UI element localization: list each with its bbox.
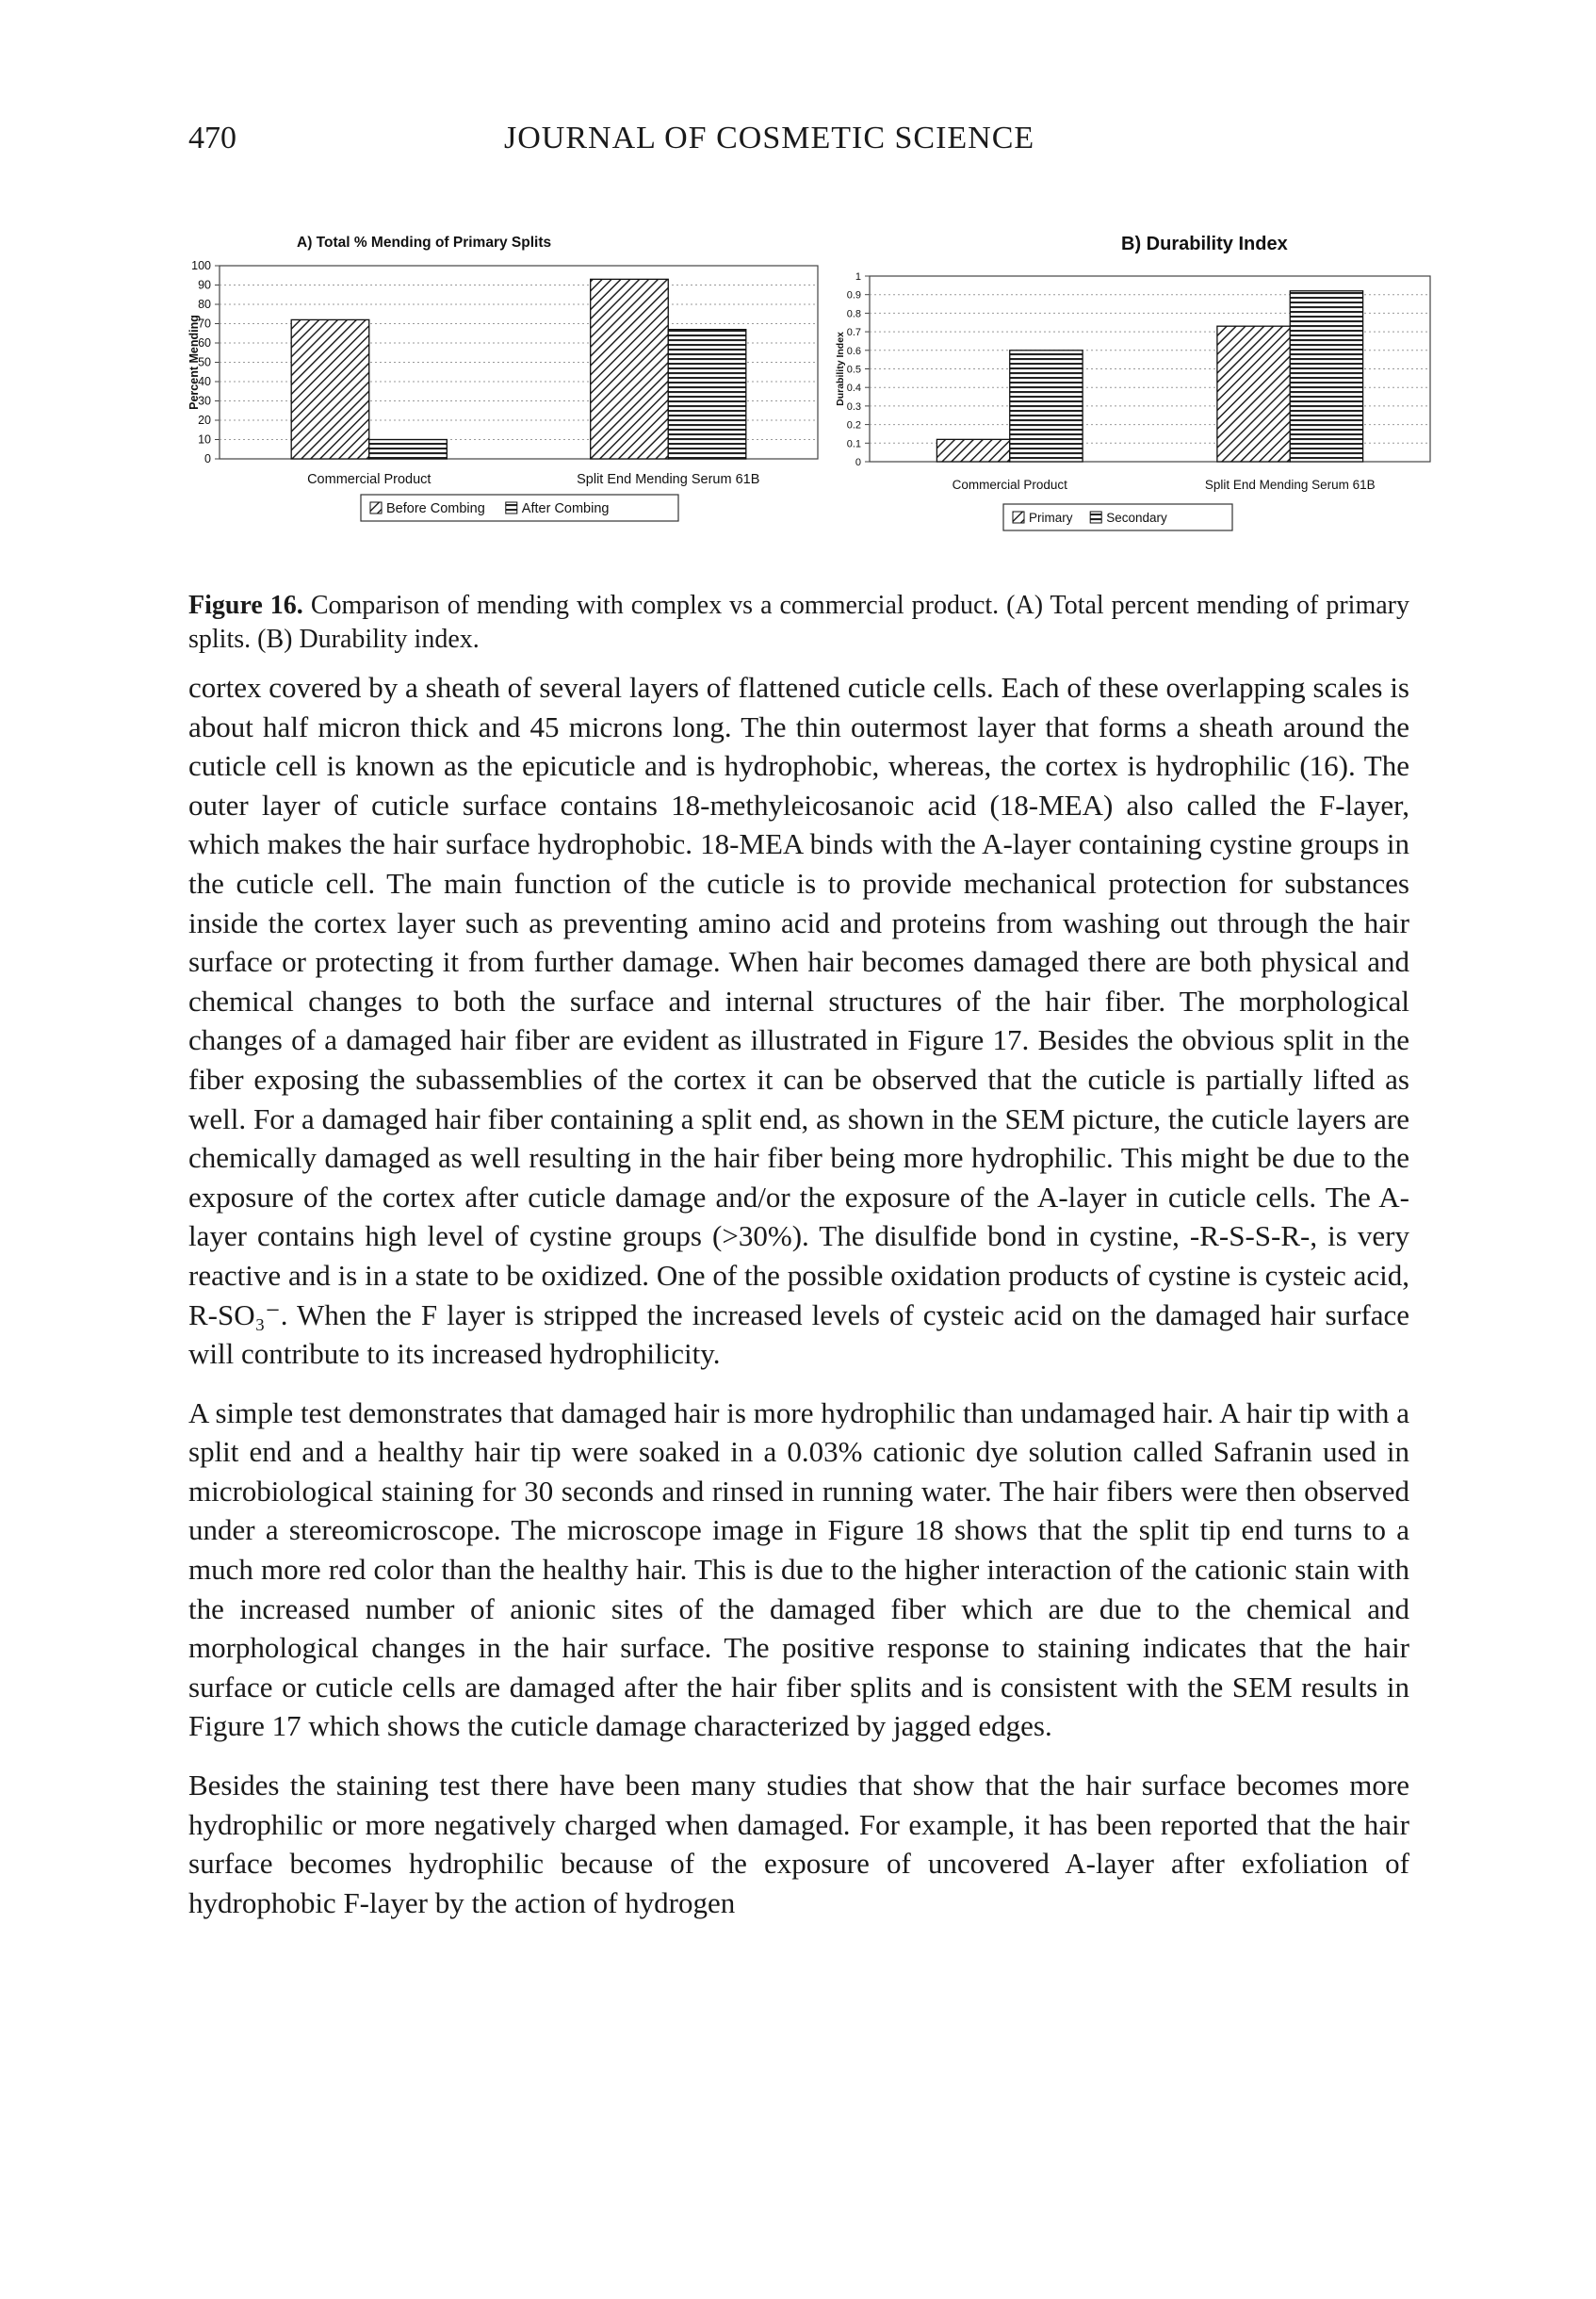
y-tick-label: 0.2 bbox=[846, 419, 861, 432]
legend-label: Before Combing bbox=[386, 501, 485, 516]
paragraph: cortex covered by a sheath of several layers of flattened cuticle cells. Each of these overlapping scales is about half micron thick and 45 microns long. The thin outermost layer that forms a sheath around the cuticle cell is known as the epicuticle and is hydrophobic, whereas, the cortex is hydrophilic (16). The outer layer of cuticle surface contains 18-methyleicosanoic acid (18-MEA) also called the F-layer, which makes the hair surface hydrophobic. 18-MEA binds with the A-layer containing cystine groups in the cuticle cell. The main function of the cuticle is to provide mechanical protection for substances inside the cortex layer such as preventing amino acid and proteins from washing out through the hair surface or protecting it from further damage. When hair becomes damaged there are both physical and chemical changes to both the surface and internal structures of the hair fiber. The morphological changes of a damaged hair fiber are evident as illustrated in Figure 17. Besides the obvious split in the fiber exposing the subassemblies of the cortex it can be observed that the cuticle is partially lifted as well. For a damaged hair fiber containing a split end, as shown in the SEM picture, the cuticle layers are chemically damaged as well resulting in the hair fiber being more hydrophilic. This might be due to the exposure of the cortex after cuticle damage and/or the exposure of the A-layer in cuticle cells. The A-layer contains high level of cystine groups (>30%). The disulfide bond in cystine, -R-S-S-R-, is very reactive and is in a state to be oxidized. One of the possible oxidation products of cystine is cysteic acid, R-SO₃⁻. When the F layer is stripped the increased levels of cysteic acid on the damaged hair surface will contribute to its increased hydrophilicity. bbox=[188, 671, 1409, 1371]
y-tick-label: 0.6 bbox=[846, 345, 861, 357]
y-tick-label: 0.3 bbox=[846, 400, 861, 413]
legend-label: Primary bbox=[1029, 511, 1073, 525]
legend-swatch bbox=[1090, 512, 1101, 523]
y-tick-label: 0.9 bbox=[846, 289, 861, 302]
y-tick-label: 0.4 bbox=[846, 383, 861, 395]
legend-swatch bbox=[1013, 512, 1024, 523]
y-tick-label: 40 bbox=[198, 375, 211, 388]
bar-primary bbox=[1217, 326, 1290, 462]
figure-caption-text: Comparison of mending with complex vs a commercial product. (A) Total percent mending of primary splits. (B) Durability index. bbox=[188, 591, 1409, 654]
bar-secondary bbox=[1010, 351, 1083, 462]
category-label: Split End Mending Serum 61B bbox=[1204, 478, 1376, 492]
y-tick-label: 30 bbox=[198, 394, 211, 408]
y-tick-label: 0.1 bbox=[846, 438, 861, 450]
bar-after-combing bbox=[369, 440, 448, 460]
page-number: 470 bbox=[188, 121, 236, 155]
y-tick-label: 1 bbox=[855, 271, 861, 283]
y-tick-label: 0 bbox=[855, 457, 861, 468]
figure-16 bbox=[155, 212, 1437, 570]
category-label: Commercial Product bbox=[307, 472, 432, 487]
paragraph: A simple test demonstrates that damaged hair is more hydrophilic than undamaged hair. A hair tip with a split end and a healthy hair tip were soaked in a 0.03% cationic dye solution called Safranin used in microbiological staining for 30 seconds and rinsed in running water. The hair fibers were then observed under a stereomicroscope. The microscope image in Figure 18 shows that the split tip end turns to a much more red color than the healthy hair. This is due to the higher interaction of the cationic stain with the increased number of anionic sites of the damaged fiber which are due to the chemical and morphological changes in the hair surface. The positive response to staining indicates that the hair surface or cuticle cells are damaged after the hair fiber splits and is consistent with the SEM results in Figure 17 which shows the cuticle damage characterized by jagged edges. bbox=[188, 1395, 1409, 1743]
legend-label: After Combing bbox=[521, 501, 610, 516]
bar-secondary bbox=[1290, 291, 1362, 462]
journal-title: JOURNAL OF COSMETIC SCIENCE bbox=[504, 121, 1035, 155]
paragraph: Besides the staining test there have been many studies that show that the hair surface becomes more hydrophilic or more negatively charged when damaged. For example, it has been reported that the hair surface becomes hydrophilic because of the exposure of uncovered A-layer after exfoliation of hydrophobic F-layer by the action of hydrogen bbox=[188, 1769, 1409, 1919]
y-tick-label: 10 bbox=[198, 432, 211, 447]
legend-swatch bbox=[370, 502, 382, 514]
y-tick-label: 0.5 bbox=[846, 364, 861, 376]
body-text bbox=[188, 668, 1409, 1942]
y-tick-label: 50 bbox=[198, 355, 211, 369]
y-tick-label: 20 bbox=[198, 414, 211, 427]
y-tick-label: 100 bbox=[191, 259, 211, 272]
figure-16-charts bbox=[155, 212, 1437, 570]
bar-primary bbox=[936, 439, 1009, 462]
legend-label: Secondary bbox=[1106, 511, 1167, 525]
bar-after-combing bbox=[668, 330, 746, 459]
y-tick-label: 90 bbox=[198, 278, 211, 292]
y-tick-label: 0 bbox=[204, 452, 211, 465]
y-tick-label: 60 bbox=[198, 336, 211, 350]
bar-before-combing bbox=[291, 319, 369, 459]
figure-label: Figure 16. bbox=[188, 591, 303, 620]
category-label: Commercial Product bbox=[952, 478, 1067, 492]
y-axis-label: Durability Index bbox=[835, 332, 846, 406]
chart-title: A) Total % Mending of Primary Splits bbox=[297, 235, 552, 251]
y-tick-label: 80 bbox=[198, 298, 211, 311]
legend-swatch bbox=[506, 502, 517, 514]
category-label: Split End Mending Serum 61B bbox=[577, 472, 760, 487]
chart-title: B) Durability Index bbox=[1121, 234, 1288, 254]
y-tick-label: 0.7 bbox=[846, 327, 861, 339]
bar-before-combing bbox=[591, 279, 669, 459]
y-tick-label: 70 bbox=[198, 317, 211, 331]
y-axis-label: Percent Mending bbox=[187, 315, 201, 410]
y-tick-label: 0.8 bbox=[846, 308, 861, 320]
running-header bbox=[188, 121, 1413, 168]
figure-caption bbox=[188, 589, 1409, 657]
